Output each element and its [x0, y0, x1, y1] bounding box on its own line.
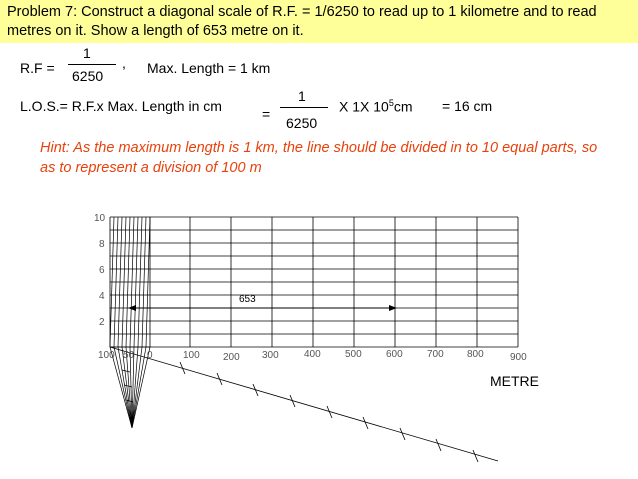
los-equals: = [262, 106, 271, 122]
x-label-400: 400 [304, 349, 321, 360]
construction-ticks [180, 362, 478, 462]
los-result: = 16 cm [442, 98, 493, 114]
rf-label: R.F = [20, 60, 55, 76]
x-label-700: 700 [427, 349, 444, 360]
measure-label: 653 [239, 294, 256, 305]
x-label-300: 300 [262, 350, 279, 361]
los-factor-exponent: 5 [388, 98, 394, 108]
los-numerator: 1 [298, 88, 306, 104]
x-label-900: 900 [510, 352, 527, 363]
x-label-100: 100 [183, 350, 200, 361]
x-label-500: 500 [345, 349, 362, 360]
y-label-6: 6 [99, 265, 105, 276]
y-label-2: 2 [99, 317, 105, 328]
x-label-600: 600 [386, 349, 403, 360]
x-label-200: 200 [223, 352, 240, 363]
rf-numerator: 1 [83, 45, 91, 61]
y-label-10: 10 [94, 213, 106, 224]
x-label-0: 0 [147, 350, 153, 361]
x-label-100-left: 100 [98, 350, 115, 361]
problem-statement: Problem 7: Construct a diagonal scale of R.F. = 1/6250 to read up to 1 kilometre and to read metres on it. Show a length of 653 metre on it. [7, 4, 597, 39]
rf-separator: , [122, 55, 126, 71]
y-label-8: 8 [99, 239, 105, 250]
measure-arrow [128, 305, 397, 311]
x-label-800: 800 [467, 349, 484, 360]
rf-denominator: 6250 [72, 68, 104, 84]
y-label-4: 4 [99, 291, 105, 302]
construction-line [110, 347, 498, 461]
los-factor-prefix: X 1X 10 [339, 98, 389, 115]
los-factor-unit: cm [393, 98, 413, 115]
hint-text: Hint: As the maximum length is 1 km, the line should be divided in to 10 equal parts, so as to represent a division of 100 m [40, 140, 598, 176]
unit-label: METRE [490, 373, 539, 389]
max-length: Max. Length = 1 km [147, 60, 271, 76]
los-denominator: 6250 [286, 115, 318, 131]
scale-grid [110, 217, 518, 347]
x-label-50: 50 [123, 350, 135, 361]
los-label: L.O.S.= R.F.x Max. Length in cm [20, 98, 222, 114]
